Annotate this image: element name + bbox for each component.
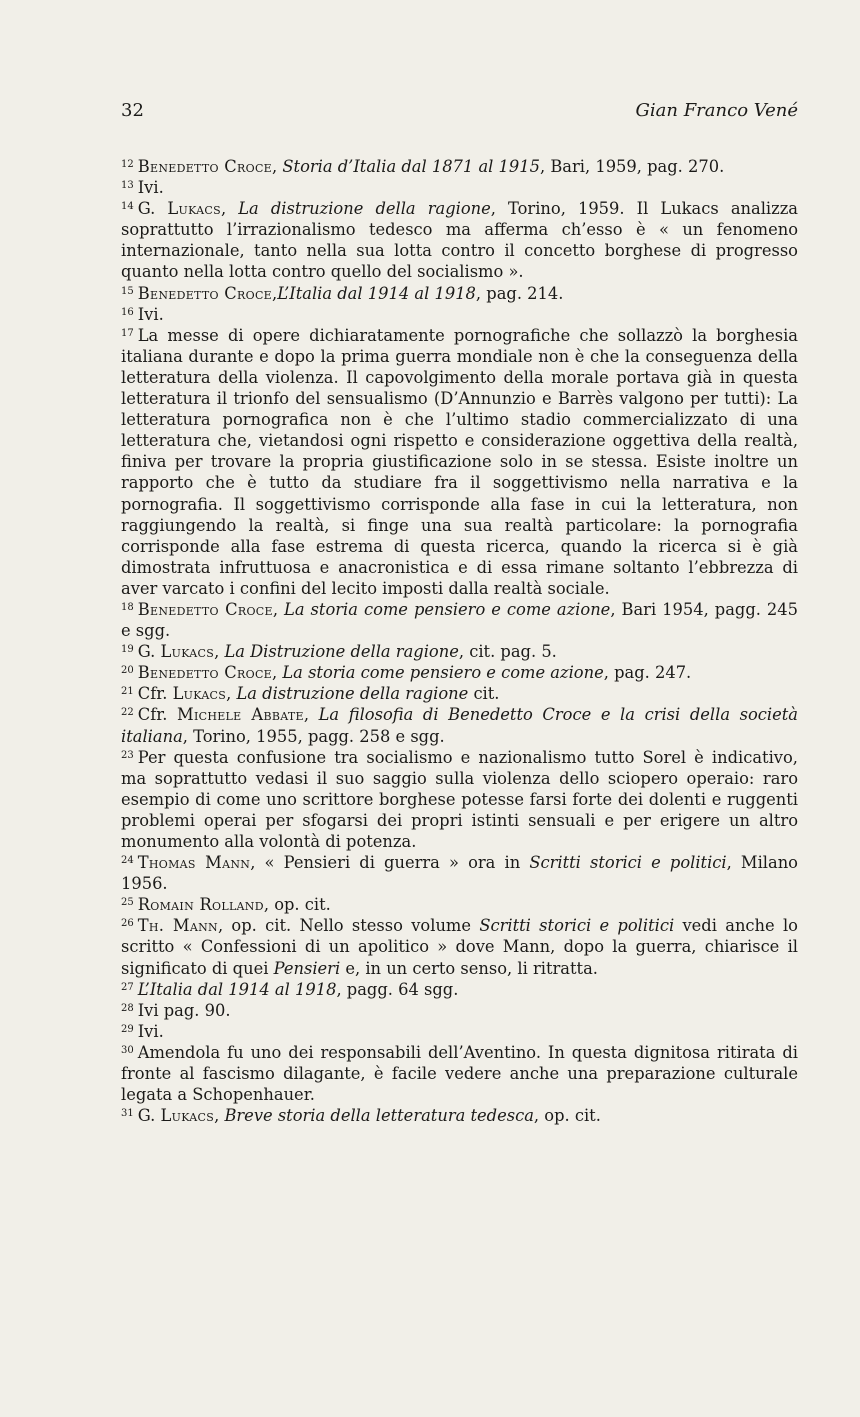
footnote-title: L’Italia dal 1914 al 1918 xyxy=(137,979,337,999)
page-header xyxy=(121,96,798,126)
footnote-text: , xyxy=(226,684,237,704)
footnote-22 xyxy=(121,704,798,746)
footnote-title: La filosofia di Benedetto Croce e la crisi della società italiana xyxy=(121,705,798,746)
footnote-text: Ivi. xyxy=(137,178,164,198)
footnote-18 xyxy=(121,599,798,641)
footnote-author: Michele Abbate xyxy=(177,705,304,725)
footnote-16 xyxy=(121,304,798,325)
footnote-text: G. xyxy=(137,199,168,219)
footnote-text: , op. cit. xyxy=(533,1106,601,1126)
footnote-title: La distruzione della ragione xyxy=(236,684,469,704)
footnote-author: Lukacs xyxy=(167,199,221,219)
footnote-author: Benedetto Croce xyxy=(137,599,273,619)
footnote-text: , xyxy=(272,157,283,176)
running-head: Gian Franco Vené xyxy=(635,100,798,121)
footnote-17 xyxy=(121,325,798,599)
page-number: 32 xyxy=(121,100,144,121)
footnote-title: La Distruzione della ragione xyxy=(224,642,459,662)
footnote-title: Scritti storici e politici xyxy=(529,853,727,873)
footnote-text: , pag. 247. xyxy=(603,663,692,683)
footnote-text: , xyxy=(272,283,278,303)
footnote-number: 24 xyxy=(121,855,134,867)
footnote-author: Lukacs xyxy=(172,684,227,704)
footnote-21 xyxy=(121,683,798,704)
footnote-number: 30 xyxy=(121,1044,134,1056)
footnote-text: G. xyxy=(137,1106,161,1126)
footnote-12 xyxy=(121,156,798,177)
footnote-25 xyxy=(121,894,798,915)
footnote-title: La storia come pensiero e come azione xyxy=(284,599,611,619)
footnote-24 xyxy=(121,852,798,894)
footnote-text: , « Pensieri di guerra » ora in xyxy=(250,853,530,873)
footnote-text: cit. xyxy=(468,684,500,704)
footnote-text: La messe di opere dichiaratamente pornografiche che sollazzò la borghesia italiana durante e dopo la prima guerra mondiale non è che la conseguenza della letteratura della violenza. Il capovolgimento della morale portava già in questa letteratura il trionfo del sensualismo (D’Annunzio e Barrès valgono per tutti): La letteratura pornografica non è che l’ultimo stadio commercializzato di una letteratura che, vietandosi ogni rispetto e considerazione oggettiva della realtà, finiva per trovare la propria giustificazione solo in se stessa. Esiste inoltre un rapporto che è tutto da studiare fra il soggettivismo nella narrativa e la pornografia. Il soggettivismo corrisponde alla fase in cui la letteratura, non raggiungendo la realtà, si finge una sua realtà particolare: la pornografia corrisponde alla fase estrema di questa ricerca, quando la ricerca si è già dimostrata infruttuosa e anacronistica e di essa rimane soltanto l’ebbrezza di aver varcato i confini del lecito imposti dalla realtà sociale. xyxy=(121,325,798,598)
footnote-23 xyxy=(121,747,798,852)
footnote-title: L’Italia dal 1914 al 1918 xyxy=(277,283,476,303)
footnote-author: Benedetto Croce xyxy=(137,283,273,303)
footnote-number: 31 xyxy=(121,1108,134,1120)
footnote-author: Lukacs xyxy=(160,1106,215,1126)
footnote-number: 23 xyxy=(121,749,134,761)
footnote-text: , xyxy=(220,199,239,219)
footnote-text: , xyxy=(303,705,319,725)
footnote-number: 20 xyxy=(121,665,134,677)
footnote-text: , Bari 1954, pagg. 245 e sgg. xyxy=(121,599,799,641)
footnote-29 xyxy=(121,1021,798,1042)
footnote-text: Cfr. xyxy=(137,684,173,704)
footnote-text: , Bari, 1959, pag. 270. xyxy=(539,157,725,176)
footnote-13 xyxy=(121,177,798,198)
footnote-number: 26 xyxy=(121,918,134,930)
footnote-number: 19 xyxy=(121,644,134,656)
footnote-number: 16 xyxy=(121,306,134,318)
footnote-text: , xyxy=(214,642,225,662)
footnotes xyxy=(121,156,798,1126)
footnote-text: , op. cit. xyxy=(263,895,331,915)
footnote-number: 13 xyxy=(121,180,134,192)
footnote-author: Romain Rolland xyxy=(137,895,264,915)
footnote-number: 15 xyxy=(121,285,134,297)
footnote-text: , cit. pag. 5. xyxy=(458,642,557,662)
footnote-27 xyxy=(121,979,798,1000)
footnote-text: vedi anche lo scritto « Confessioni di un apolitico » dove Mann, dopo la guerra, chiarisce il significato di quei xyxy=(121,916,798,978)
footnote-number: 22 xyxy=(121,707,134,719)
footnote-text: , pag. 214. xyxy=(475,283,564,303)
footnote-text: , xyxy=(272,663,283,683)
footnote-title: Storia d’Italia dal 1871 al 1915 xyxy=(282,157,540,176)
footnote-31 xyxy=(121,1105,798,1126)
footnote-text: , Torino, 1955, pagg. 258 e sgg. xyxy=(182,726,445,746)
footnote-number: 18 xyxy=(121,601,134,613)
footnote-author: Th. Mann xyxy=(137,916,218,936)
footnote-text: , xyxy=(272,599,285,619)
footnote-text: Ivi pag. 90. xyxy=(137,1000,231,1020)
footnote-text: , Milano 1956. xyxy=(121,853,798,894)
footnote-title: La distruzione della ragione xyxy=(238,199,491,219)
footnote-text: Amendola fu uno dei responsabili dell’Aventino. In questa dignitosa ritirata di fronte al fascismo dilagante, è facile vedere anche una preparazione culturale legata a Schopenhauer. xyxy=(121,1042,798,1105)
footnote-author: Benedetto Croce xyxy=(137,663,273,683)
footnote-20 xyxy=(121,662,798,683)
footnote-26 xyxy=(121,915,798,978)
footnote-title: Pensieri xyxy=(273,958,341,978)
footnote-text: e, in un certo senso, li ritratta. xyxy=(340,958,598,978)
footnote-15 xyxy=(121,283,798,304)
footnote-30 xyxy=(121,1042,798,1105)
footnote-number: 17 xyxy=(121,327,134,339)
footnote-text: Ivi. xyxy=(137,1021,164,1041)
footnote-number: 29 xyxy=(121,1023,134,1035)
footnote-title: Breve storia della letteratura tedesca xyxy=(224,1106,534,1126)
footnote-28 xyxy=(121,1000,798,1021)
footnote-number: 27 xyxy=(121,981,134,993)
footnote-text: , xyxy=(214,1106,225,1126)
footnote-author: Benedetto Croce xyxy=(137,157,273,176)
footnote-author: Lukacs xyxy=(160,642,215,662)
footnote-number: 14 xyxy=(121,201,134,213)
footnote-title: Scritti storici e politici xyxy=(479,916,675,936)
footnote-text: Ivi. xyxy=(137,304,164,324)
footnote-14 xyxy=(121,198,798,282)
footnote-19 xyxy=(121,641,798,662)
footnote-text: Cfr. xyxy=(137,705,177,725)
footnote-text: G. xyxy=(137,642,161,662)
footnote-title: La storia come pensiero e come azione xyxy=(282,663,604,683)
footnote-text: Per questa confusione tra socialismo e nazionalismo tutto Sorel è indicativo, ma soprattutto vedasi il suo saggio sulla violenza dello sciopero operaio: raro esempio di come uno scrittore borghese potesse farsi forte dei dolenti e ruggenti problemi operai per sfogarsi dei propri istinti sensuali e per erigere un altro monumento alla volontà di potenza. xyxy=(121,747,798,851)
footnote-number: 25 xyxy=(121,897,134,909)
footnote-number: 21 xyxy=(121,686,134,698)
footnote-text: , Torino, 1959. Il Lukacs analizza soprattutto l’irrazionalismo tedesco ma afferma ch’esso è « un fenomeno internazionale, tanto nella sua lotta contro il concetto borghese di progresso quanto nella lotta contro quello del socialismo ». xyxy=(121,199,798,282)
footnote-number: 12 xyxy=(121,159,134,170)
footnote-number: 28 xyxy=(121,1002,134,1014)
footnote-text: , op. cit. Nello stesso volume xyxy=(217,916,480,936)
footnote-text: , pagg. 64 sgg. xyxy=(336,979,459,999)
footnote-author: Thomas Mann xyxy=(137,853,251,873)
